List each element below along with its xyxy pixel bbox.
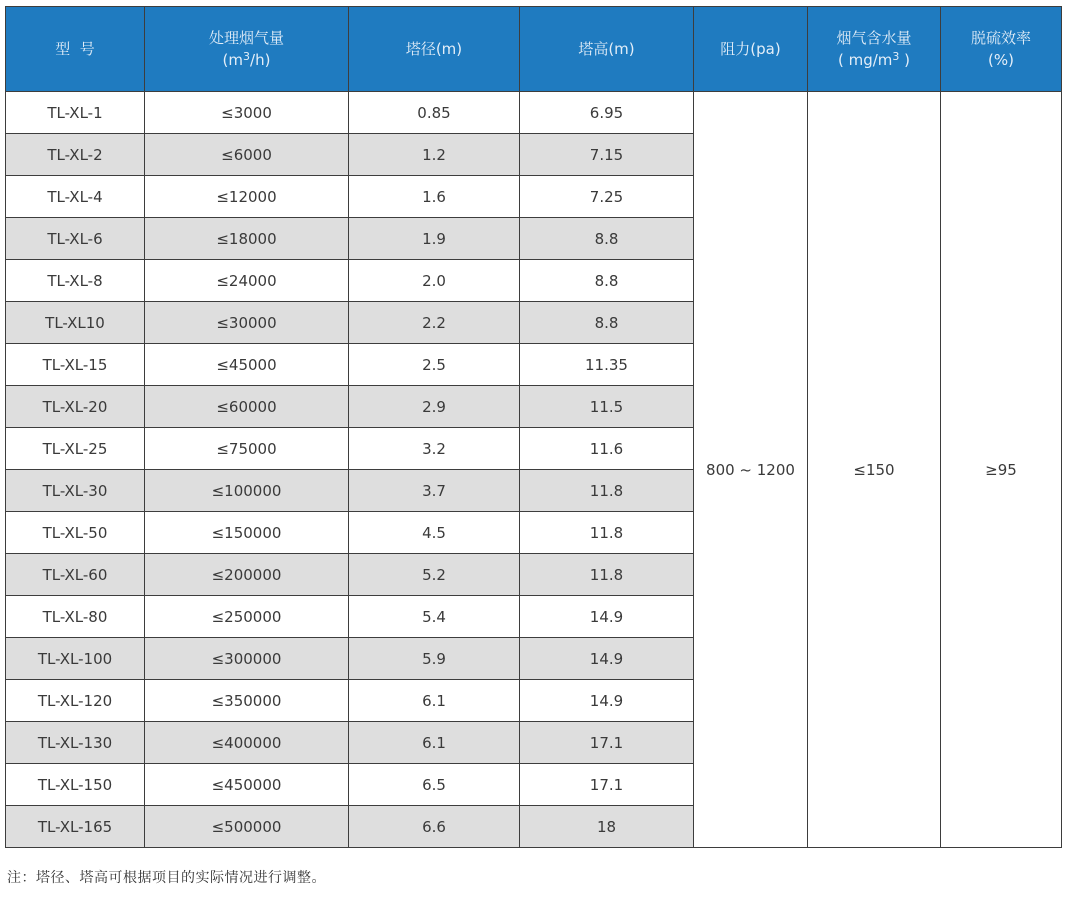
header-resistance: [694, 7, 808, 92]
header-efficiency-line1: 脱硫效率: [970, 29, 1031, 47]
header-flow-line1: 处理烟气量: [208, 29, 284, 47]
header-water-unit-pre: ( mg/m: [837, 51, 893, 69]
cell-flow: ≤12000: [145, 176, 349, 218]
cell-model: TL-XL-80: [6, 596, 145, 638]
cell-model: TL-XL10: [6, 302, 145, 344]
cell-height: 11.8: [520, 470, 694, 512]
cell-model: TL-XL-165: [6, 806, 145, 848]
header-flow-unit-pre: (m: [222, 51, 244, 69]
spec-table: [5, 6, 1062, 848]
cell-flow: ≤75000: [145, 428, 349, 470]
cell-flow: ≤150000: [145, 512, 349, 554]
cell-height: 18: [520, 806, 694, 848]
cell-flow: ≤300000: [145, 638, 349, 680]
cell-water-shared: ≤150: [808, 92, 941, 848]
header-flow-unit-post: /h): [250, 51, 271, 69]
header-flow: [145, 7, 349, 92]
cell-diameter: 5.9: [349, 638, 520, 680]
cell-model: TL-XL-130: [6, 722, 145, 764]
cell-height: 8.8: [520, 218, 694, 260]
cell-height: 7.15: [520, 134, 694, 176]
cell-diameter: 3.7: [349, 470, 520, 512]
cell-height: 14.9: [520, 638, 694, 680]
cell-diameter: 1.6: [349, 176, 520, 218]
header-row: [6, 7, 1062, 92]
header-diameter-label: 塔径(m): [405, 40, 463, 58]
cell-efficiency-shared: ≥95: [941, 92, 1062, 848]
cell-diameter: 6.5: [349, 764, 520, 806]
cell-flow: ≤350000: [145, 680, 349, 722]
cell-diameter: 6.6: [349, 806, 520, 848]
cell-flow: ≤6000: [145, 134, 349, 176]
header-diameter: [349, 7, 520, 92]
cell-model: TL-XL-15: [6, 344, 145, 386]
cell-flow: ≤24000: [145, 260, 349, 302]
cell-model: TL-XL-30: [6, 470, 145, 512]
cell-flow: ≤450000: [145, 764, 349, 806]
footnote: 注：塔径、塔高可根据项目的实际情况进行调整。: [7, 870, 326, 886]
cell-flow: ≤18000: [145, 218, 349, 260]
cell-height: 8.8: [520, 302, 694, 344]
cell-model: TL-XL-150: [6, 764, 145, 806]
cell-model: TL-XL-1: [6, 92, 145, 134]
cell-diameter: 3.2: [349, 428, 520, 470]
cell-diameter: 2.5: [349, 344, 520, 386]
cell-model: TL-XL-60: [6, 554, 145, 596]
cell-flow: ≤500000: [145, 806, 349, 848]
header-flow-unit-sup: 3: [243, 50, 251, 63]
cell-height: 14.9: [520, 596, 694, 638]
header-height-label: 塔高(m): [578, 40, 635, 58]
cell-model: TL-XL-4: [6, 176, 145, 218]
cell-model: TL-XL-6: [6, 218, 145, 260]
cell-diameter: 2.2: [349, 302, 520, 344]
cell-height: 6.95: [520, 92, 694, 134]
cell-diameter: 1.9: [349, 218, 520, 260]
header-water: [808, 7, 941, 92]
cell-height: 8.8: [520, 260, 694, 302]
cell-model: TL-XL-50: [6, 512, 145, 554]
cell-flow: ≤250000: [145, 596, 349, 638]
cell-diameter: 6.1: [349, 722, 520, 764]
cell-flow: ≤100000: [145, 470, 349, 512]
cell-flow: ≤400000: [145, 722, 349, 764]
cell-height: 17.1: [520, 722, 694, 764]
cell-height: 11.8: [520, 554, 694, 596]
header-efficiency: [941, 7, 1062, 92]
cell-height: 7.25: [520, 176, 694, 218]
cell-diameter: 5.4: [349, 596, 520, 638]
cell-flow: ≤30000: [145, 302, 349, 344]
cell-height: 11.8: [520, 512, 694, 554]
cell-height: 14.9: [520, 680, 694, 722]
cell-model: TL-XL-2: [6, 134, 145, 176]
cell-flow: ≤200000: [145, 554, 349, 596]
cell-diameter: 0.85: [349, 92, 520, 134]
header-model: [6, 7, 145, 92]
cell-model: TL-XL-25: [6, 428, 145, 470]
cell-height: 17.1: [520, 764, 694, 806]
cell-diameter: 1.2: [349, 134, 520, 176]
cell-model: TL-XL-100: [6, 638, 145, 680]
cell-diameter: 2.9: [349, 386, 520, 428]
cell-flow: ≤3000: [145, 92, 349, 134]
table-row: [6, 92, 1062, 134]
header-water-unit-sup: 3: [892, 50, 900, 63]
table-body: [6, 92, 1062, 848]
cell-diameter: 2.0: [349, 260, 520, 302]
cell-height: 11.5: [520, 386, 694, 428]
cell-resistance-shared: 800 ~ 1200: [694, 92, 808, 848]
cell-diameter: 5.2: [349, 554, 520, 596]
cell-diameter: 6.1: [349, 680, 520, 722]
cell-height: 11.6: [520, 428, 694, 470]
header-water-line1: 烟气含水量: [836, 29, 912, 47]
header-efficiency-line2: (%): [988, 51, 1014, 69]
cell-model: TL-XL-120: [6, 680, 145, 722]
cell-model: TL-XL-8: [6, 260, 145, 302]
header-model-label: 型 号: [55, 40, 95, 58]
cell-height: 11.35: [520, 344, 694, 386]
cell-diameter: 4.5: [349, 512, 520, 554]
cell-flow: ≤60000: [145, 386, 349, 428]
cell-model: TL-XL-20: [6, 386, 145, 428]
header-height: [520, 7, 694, 92]
cell-flow: ≤45000: [145, 344, 349, 386]
header-water-unit-post: ): [899, 51, 911, 69]
header-resistance-label: 阻力(pa): [720, 40, 781, 58]
